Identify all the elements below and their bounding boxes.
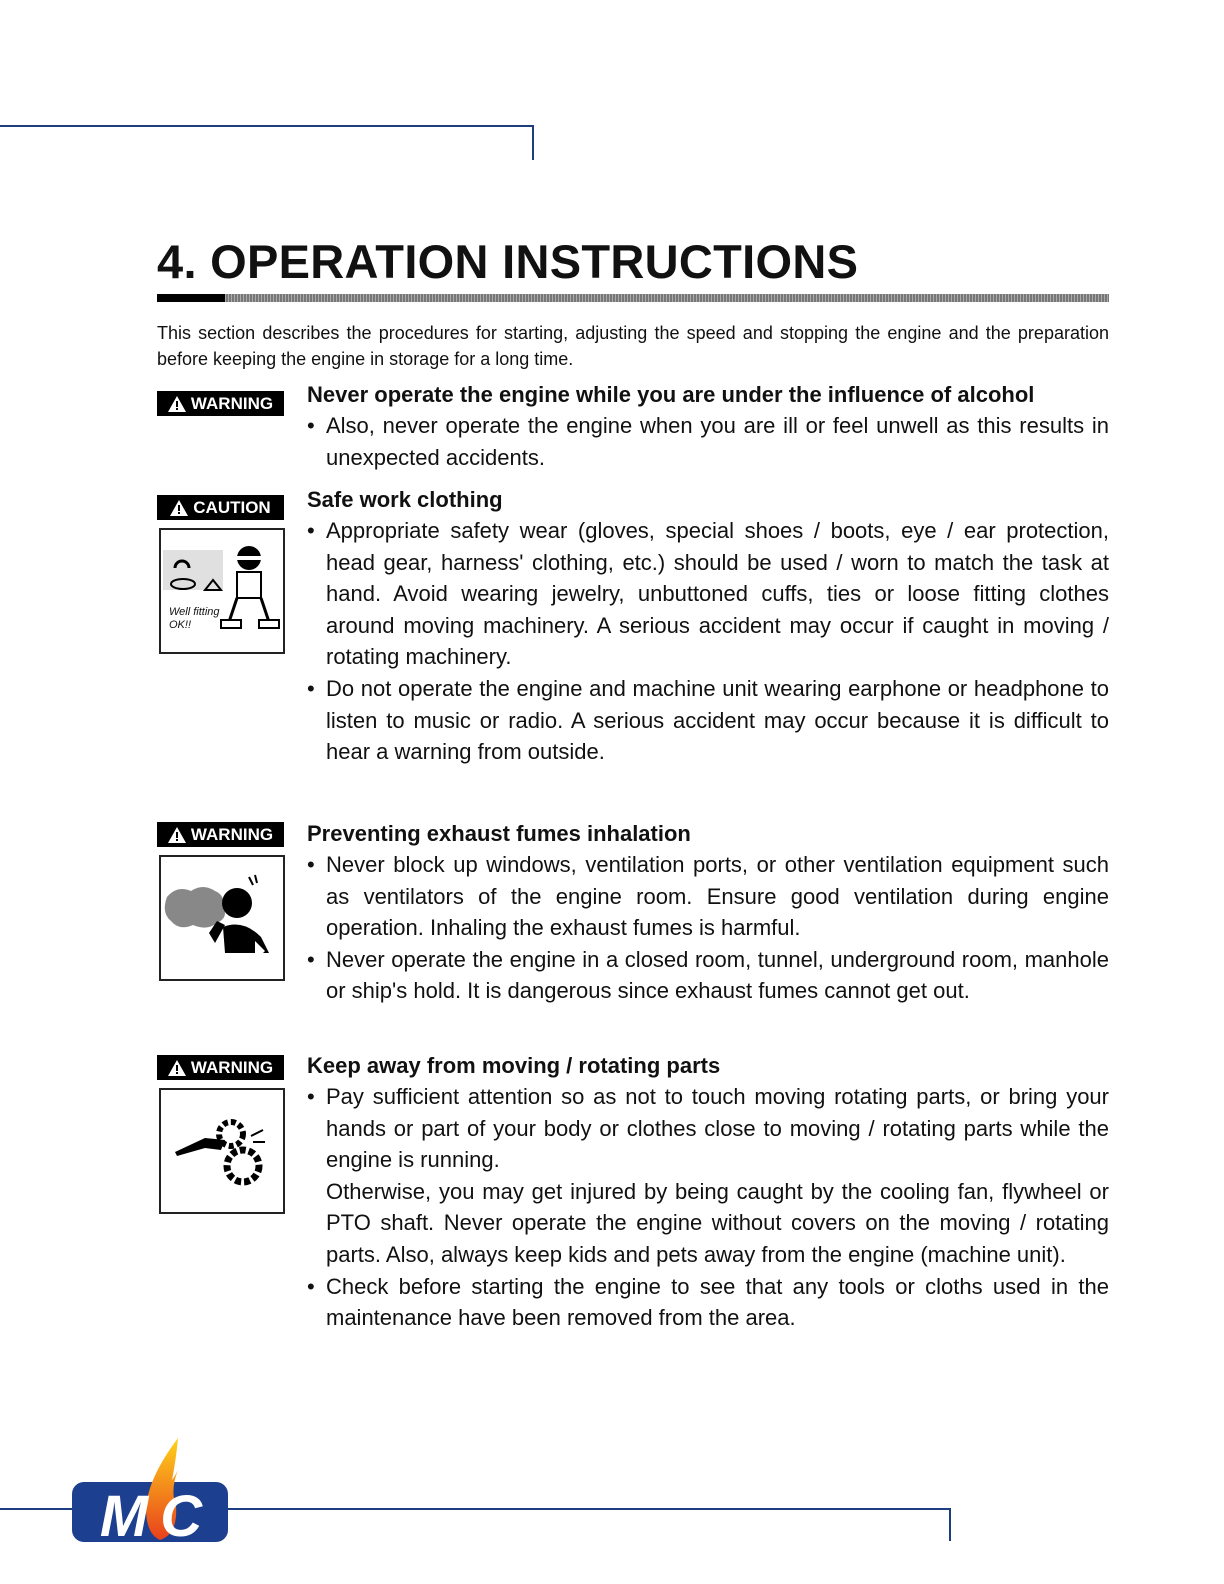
- section-exhaust: [307, 819, 1109, 1007]
- header-rule-tick: [532, 125, 534, 160]
- bullet-item: • Never block up windows, ventilation ports, or other ventilation equipment such as ventilators of the engine room. Ensure good ventilation during engine operation. Inhaling the exhaust fumes is harmful.: [307, 852, 1109, 941]
- section-heading: Safe work clothing: [307, 487, 503, 512]
- safety-clothing-pictogram: [159, 528, 285, 654]
- bullet-item: • Pay sufficient attention so as not to touch moving rotating parts, or bring your hands or part of your body or clothes close to moving / rotating parts while the engine is running. Otherwise, you may get injured by being caught by the cooling fan, flywheel or PTO shaft. Never operate the engine without covers on the moving / rotating parts. Also, always keep kids and pets away from the engine (machine unit).: [307, 1084, 1109, 1267]
- bullet-item: • Never operate the engine in a closed room, tunnel, underground room, manhole or ship's hold. It is dangerous since exhaust fumes cannot get out.: [307, 946, 1109, 1004]
- badge-label: WARNING: [190, 393, 274, 413]
- fumes-inhalation-icon: [161, 857, 283, 979]
- rotating-parts-pictogram: [159, 1088, 285, 1214]
- pictogram-caption: Well fitting OK!!: [169, 606, 220, 631]
- title-underline-accent: [157, 294, 225, 302]
- bullet-item: • Appropriate safety wear (gloves, special shoes / boots, eye / ear protection, head gear, harness' clothing, etc.) should be used / worn to match the task at hand. Avoid wearing jewelry, unbuttoned cuffs, ties or loose fitting clothes around moving machinery. A serious accident may occur if caught in moving / rotating machinery.: [307, 518, 1109, 670]
- badge-label: CAUTION: [193, 497, 271, 517]
- section-heading: Preventing exhaust fumes inhalation: [307, 821, 691, 846]
- warning-triangle-icon: [168, 827, 186, 843]
- exhaust-fumes-pictogram: [159, 855, 285, 981]
- title-underline: [157, 294, 1109, 302]
- warning-triangle-icon: [168, 396, 186, 412]
- badge-label: WARNING: [190, 1057, 274, 1077]
- warning-badge: [157, 822, 284, 847]
- bullet-item: • Also, never operate the engine when you are ill or feel unwell as this results in unexpected accidents.: [307, 413, 1109, 470]
- section-clothing: [307, 485, 1109, 768]
- section-rotating-parts: [307, 1051, 1109, 1334]
- warning-triangle-icon: [170, 500, 188, 516]
- caution-badge: [157, 495, 284, 520]
- warning-badge: [157, 1055, 284, 1080]
- hand-gear-icon: [161, 1090, 283, 1212]
- intro-paragraph: This section describes the procedures for starting, adjusting the speed and stopping the engine and the preparation before keeping the engine in storage for a long time.: [157, 323, 1109, 369]
- footer-rule-tick: [949, 1508, 951, 1541]
- worker-icon: [161, 530, 283, 652]
- header-rule: [0, 125, 534, 127]
- section-alcohol: [307, 380, 1109, 473]
- section-heading: Keep away from moving / rotating parts: [307, 1053, 721, 1078]
- warning-triangle-icon: [168, 1060, 186, 1076]
- page-title: 4. OPERATION INSTRUCTIONS: [157, 235, 859, 288]
- bullet-item: • Do not operate the engine and machine unit wearing earphone or headphone to listen to music or radio. A serious accident may occur because it is difficult to hear a warning from outside.: [307, 675, 1109, 765]
- warning-badge: [157, 391, 284, 416]
- section-heading: Never operate the engine while you are under the influence of alcohol: [307, 382, 1035, 407]
- bullet-item: • Check before starting the engine to see that any tools or cloths used in the maintenance have been removed from the area.: [307, 1273, 1109, 1331]
- badge-label: WARNING: [190, 824, 274, 844]
- svg-text:M C: M C: [99, 1484, 201, 1546]
- mac-logo: [70, 1436, 230, 1546]
